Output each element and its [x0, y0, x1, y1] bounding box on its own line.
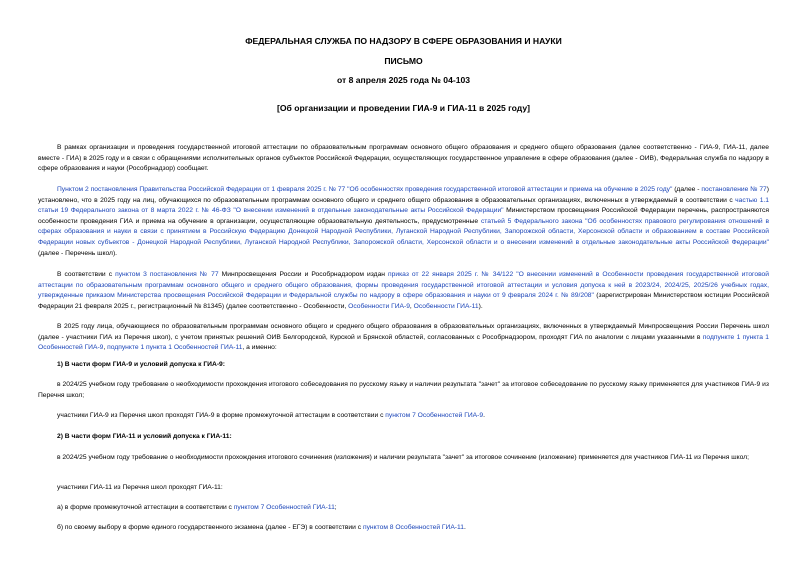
paragraph-gia9-attestation: участники ГИА-9 из Перечня школ проходят ГИА-9 в форме промежуточной аттестации в соответствии с пунктом 7 Особенностей ГИА-9. — [57, 412, 485, 419]
paragraph-gia11-essay: в 2024/25 учебном году требование о необходимости прохождения итогового сочинения (изложения) и наличии результата "зачет" за итоговое сочинение (изложение) применяется для участников ГИА-11 из Перечня школ; — [57, 454, 749, 461]
link-item-7-gia11[interactable]: пунктом 7 Особенностей ГИА-11 — [233, 504, 335, 511]
link-features-gia11[interactable]: Особенности ГИА-11 — [413, 302, 479, 310]
link-subitem-1-gia9[interactable]: подпункте 1 пункта 1 Особенностей ГИА-9 — [38, 333, 770, 352]
paragraph-intro: В рамках организации и проведения государственной итоговой аттестации по образовательным программам основного общего образования и среднего общего образования (далее соответственно - ГИА-9, ГИА-11, далее вместе - ГИА) в 2025 году и в связи с обращениями исполнительных органов субъектов Российской Федерации, осуществляющих государственное управление в сфере образования (далее - ОИВ), Федеральная служба по надзору в сфере образования и науки (Рособрнадзор) сообщает. — [38, 144, 769, 173]
paragraph-gia11-option-a: а) в форме промежуточной аттестации в соответствии с пунктом 7 Особенностей ГИА-11; — [57, 504, 337, 511]
link-decree-77-item-2[interactable]: Пунктом 2 постановления Правительства Российской Федерации от 1 февраля 2025 г. № 77 "Об особенностях проведения государственной итоговой аттестации и приема на обучение в 2025 году" — [57, 186, 673, 193]
document-subject: [Об организации и проведении ГИА-9 и ГИА-11 в 2025 году] — [277, 103, 530, 113]
link-decree-77-item-3[interactable]: пунктом 3 постановления № 77 — [115, 271, 219, 278]
paragraph-gia9-interview: в 2024/25 учебном году требование о необходимости прохождения итогового собеседования по русскому языку и наличии результата "зачет" за итоговое собеседование по русскому языку применяется для участников ГИА-9 из Перечня школ; — [38, 381, 769, 399]
paragraph-decree-77: Пунктом 2 постановления Правительства Российской Федерации от 1 февраля 2025 г. № 77 "Об особенностях проведения государственной итоговой аттестации и приема на обучение в 2025 году" (далее - постановление № 77) установлено, что в 2025 году на лиц, обучающихся по образовательным программам основного общего и среднего общего образования в образовательных организациях, включенных в утверждаемый в соответствии с частью 1.1 статьи 19 Федерального закона от 8 марта 2022 г. № 46-ФЗ "О внесении изменений в отдельные законодательные акты Российской Федерации" Министерством просвещения Российской Федерации перечень, распространяются особенности проведения ГИА и приема на обучение в организации, осуществляющие образовательную деятельность, предусмотренные статьей 5 Федерального закона "Об особенностях правового регулирования отношений в сферах образования и науки в связи с принятием в Российскую Федерацию Донецкой Народной Республики, Луганской Народной Республики, Запорожской области, Херсонской области и образованием в составе Российской Федерации новых субъектов - Донецкой Народной Республики, Луганской Народной Республики, Запорожской области, Херсонской области и о внесении изменений в отдельные законодательные акты Российской Федерации" (далее - Перечень школ). — [38, 186, 770, 257]
document-type: ПИСЬМО — [384, 56, 423, 66]
paragraph-gia11-forms: участники ГИА-11 из Перечня школ проходят ГИА-11: — [57, 484, 223, 491]
paragraph-2025-participants: В 2025 году лица, обучающиеся по образовательным программам основного общего и среднего общего образования в образовательных организациях, включенных в утверждаемый Минпросвещения России Перечень школ (далее - участники ГИА из Перечня школ), с учетом принятых решений ОИВ Белгородской, Курской и Брянской областей, согласованных с Рособрнадзором, проходят ГИА по аналогии с лицами указанными в подпункте 1 пункта 1 Особенностей ГИА-9, подпункте 1 пункта 1 Особенностей ГИА-11, а именно: — [38, 323, 770, 352]
link-federal-law-article-5[interactable]: статьей 5 Федерального закона "Об особенностях правового регулирования отношений в сферах образования и науки в связи с принятием в Российскую Федерацию Донецкой Народной Республики, Луганской Народной Республики, Запорожской области, Херсонской области и образованием в составе Российской Федерации новых субъектов - Донецкой Народной Республики, Луганской Народной Республики, Запорожской области, Херсонской области и о внесении изменений в отдельные законодательные акты Российской Федерации" — [38, 217, 770, 246]
paragraph-gia11-option-b: б) по своему выбору в форме единого государственного экзамена (далее - ЕГЭ) в соответствии с пунктом 8 Особенностей ГИА-11. — [57, 524, 466, 531]
link-features-gia9[interactable]: Особенности ГИА-9 — [348, 302, 410, 310]
link-item-8-gia11[interactable]: пунктом 8 Особенностей ГИА-11 — [362, 524, 464, 531]
section-heading-gia9: 1) В части форм ГИА-9 и условий допуска к ГИА-9: — [57, 361, 225, 368]
link-subitem-1-gia11[interactable]: подпункте 1 пункта 1 Особенностей ГИА-11 — [107, 344, 243, 352]
paragraph-order-34-122: В соответствии с пунктом 3 постановления № 77 Минпросвещения России и Рособрнадзором издан приказ от 22 января 2025 г. № 34/122 "О внесении изменений в Особенности проведения государственной итоговой аттестации по образовательным программам основного общего и среднего общего образования, формы проведения государственной итоговой аттестации и условия допуска к ней в 2023/24, 2024/25, 2025/26 учебных годах, утвержденные приказом Министерства просвещения Российской Федерации и Федеральной службы по надзору в сфере образования и науки от 9 февраля 2024 г. № 89/208" (зарегистрирован Министерством юстиции Российской Федерации 21 февраля 2025 г., регистрационный № 81345) (далее соответственно - Особенности, Особенности ГИА-9, Особенности ГИА-11). — [38, 271, 770, 310]
link-decree-77[interactable]: постановление № 77 — [701, 186, 767, 193]
link-law-46fz[interactable]: частью 1.1 статьи 19 Федерального закона от 8 марта 2022 г. № 46-ФЗ "О внесении изменений в отдельные законодательные акты Российской Федерации" — [38, 196, 769, 215]
document-date-number: от 8 апреля 2025 года № 04-103 — [336, 75, 471, 85]
link-item-7-gia9[interactable]: пунктом 7 Особенностей ГИА-9 — [385, 412, 484, 419]
link-order-34-122[interactable]: приказ от 22 января 2025 г. № 34/122 "О внесении изменений в Особенности проведения государственной итоговой аттестации по образовательным программам основного общего и среднего общего образования, формы проведения государственной итоговой аттестации и условия допуска к ней в 2023/24, 2024/25, 2025/26 учебных годах, утвержденные приказом Министерства просвещения Российской Федерации и Федеральной службы по надзору в сфере образования и науки от 9 февраля 2024 г. № 89/208" — [38, 271, 770, 300]
agency-title: ФЕДЕРАЛЬНАЯ СЛУЖБА ПО НАДЗОРУ В СФЕРЕ ОБРАЗОВАНИЯ И НАУКИ — [245, 36, 562, 46]
section-heading-gia11: 2) В части форм ГИА-11 и условий допуска к ГИА-11: — [57, 433, 232, 440]
